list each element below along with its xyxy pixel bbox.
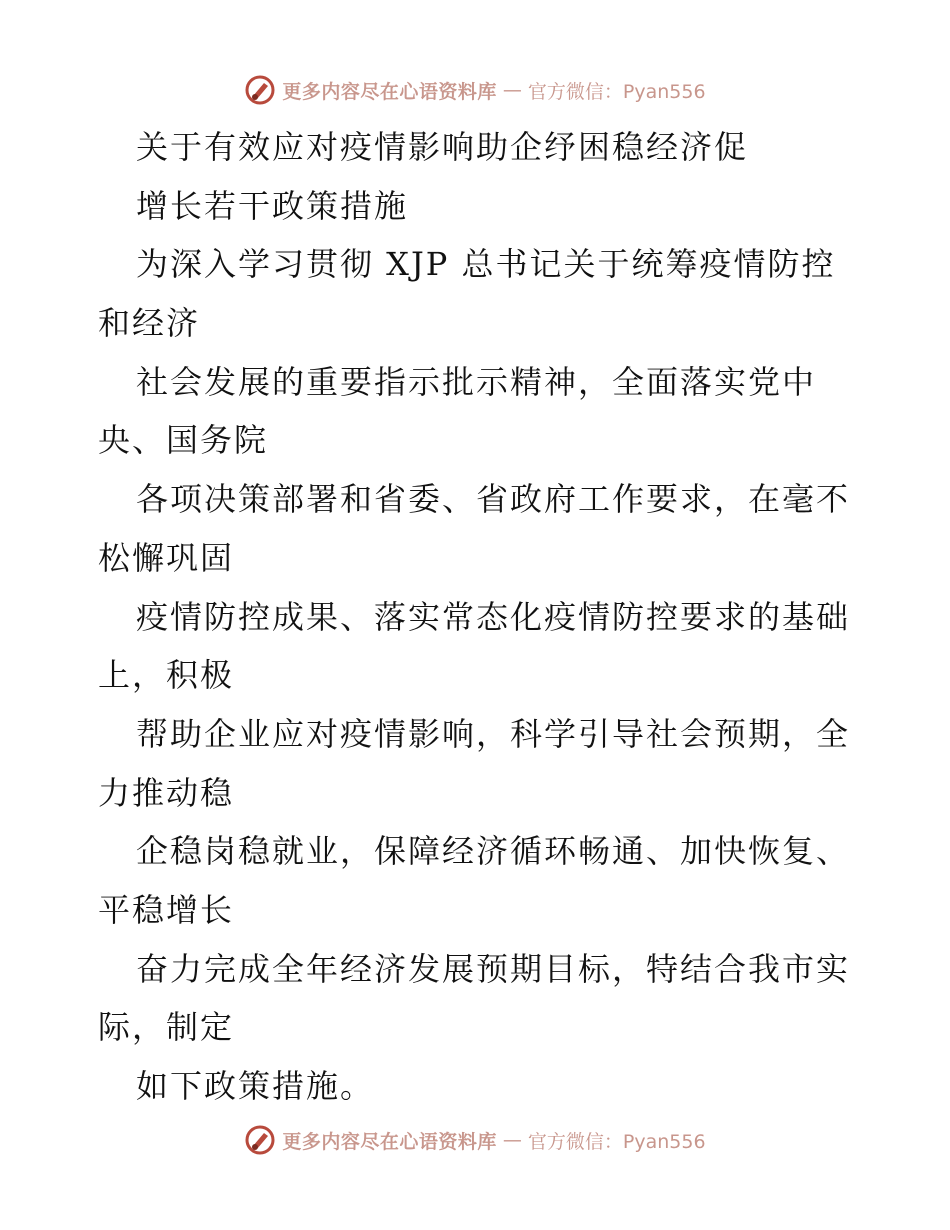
document-body <box>98 118 868 1116</box>
body-line: 为深入学习贯彻 XJP 总书记关于统筹疫情防控 <box>136 245 836 284</box>
header-watermark <box>0 70 950 110</box>
body-line: 各项决策部署和省委、省政府工作要求，在毫不 <box>136 480 851 519</box>
body-line: 力推动稳 <box>98 773 235 812</box>
watermark-separator: — <box>502 79 522 101</box>
title-line-1: 关于有效应对疫情影响助企纾困稳经济促 <box>136 128 749 166</box>
watermark-separator: — <box>502 1129 522 1151</box>
body-line: 奋力完成全年经济发展预期目标，特结合我市实 <box>136 949 851 988</box>
watermark-contact-text: 官方微信：Pyan556 <box>527 80 706 103</box>
body-line: 和经济 <box>98 304 201 343</box>
title-line-2: 增长若干政策措施 <box>136 186 409 225</box>
body-line: 帮助企业应对疫情影响，科学引导社会预期，全 <box>136 714 851 753</box>
body-line: 疫情防控成果、落实常态化疫情防控要求的基础 <box>136 597 851 636</box>
footer-watermark <box>0 1120 950 1160</box>
body-line: 上，积极 <box>98 656 235 695</box>
body-line: 央、国务院 <box>98 421 269 460</box>
red-brush-logo-icon <box>244 1124 276 1156</box>
body-line: 企稳岗稳就业，保障经济循环畅通、加快恢复、 <box>136 832 851 871</box>
body-line: 平稳增长 <box>98 890 235 929</box>
body-line: 际，制定 <box>98 1008 235 1047</box>
red-brush-logo-icon <box>244 74 276 106</box>
body-line: 社会发展的重要指示批示精神，全面落实党中 <box>136 362 817 401</box>
watermark-site-text: 更多内容尽在心语资料库 <box>282 1130 497 1153</box>
watermark-site-text: 更多内容尽在心语资料库 <box>282 80 497 103</box>
body-line: 松懈巩固 <box>98 538 235 577</box>
body-line: 如下政策措施。 <box>136 1067 375 1105</box>
watermark-contact-text: 官方微信：Pyan556 <box>527 1130 706 1153</box>
